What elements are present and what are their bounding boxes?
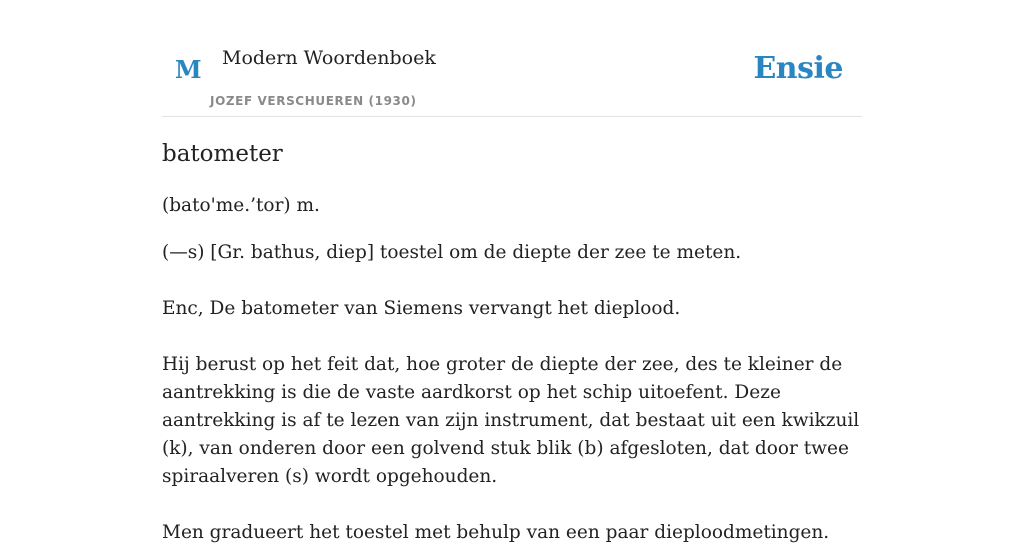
book-logo[interactable]: M bbox=[175, 55, 202, 84]
header bbox=[162, 0, 862, 117]
entry-paragraph: (—s) [Gr. bathus, diep] toestel om de diepte der zee te meten. bbox=[162, 242, 742, 263]
entry-headword: batometer bbox=[162, 141, 283, 167]
entry-body bbox=[162, 192, 864, 547]
entry-paragraph: Hij berust op het feit dat, hoe groter de diepte der zee, des te kleiner de aantrekking is die de vaste aardkorst op het schip uitoefent. Deze aantrekking is af te lezen van zijn instrument, dat bestaat uit een kwikzuil (k), van onderen door een golvend stuk blik (b) afgesloten, dat door twee spiraalveren (s) wordt opgehouden. bbox=[162, 354, 860, 487]
ensie-logo[interactable]: Ensie bbox=[753, 51, 843, 86]
author-label: JOZEF VERSCHUEREN (1930) bbox=[210, 94, 417, 108]
entry-pronunciation: (bato'me.’tor) m. bbox=[162, 195, 320, 216]
entry-paragraph: Men gradueert het toestel met behulp van een paar dieploodmetingen. bbox=[162, 522, 830, 543]
book-title-link[interactable]: Modern Woordenboek bbox=[222, 47, 436, 69]
page bbox=[162, 0, 862, 543]
entry-paragraph: Enc, De batometer van Siemens vervangt het dieplood. bbox=[162, 298, 681, 319]
